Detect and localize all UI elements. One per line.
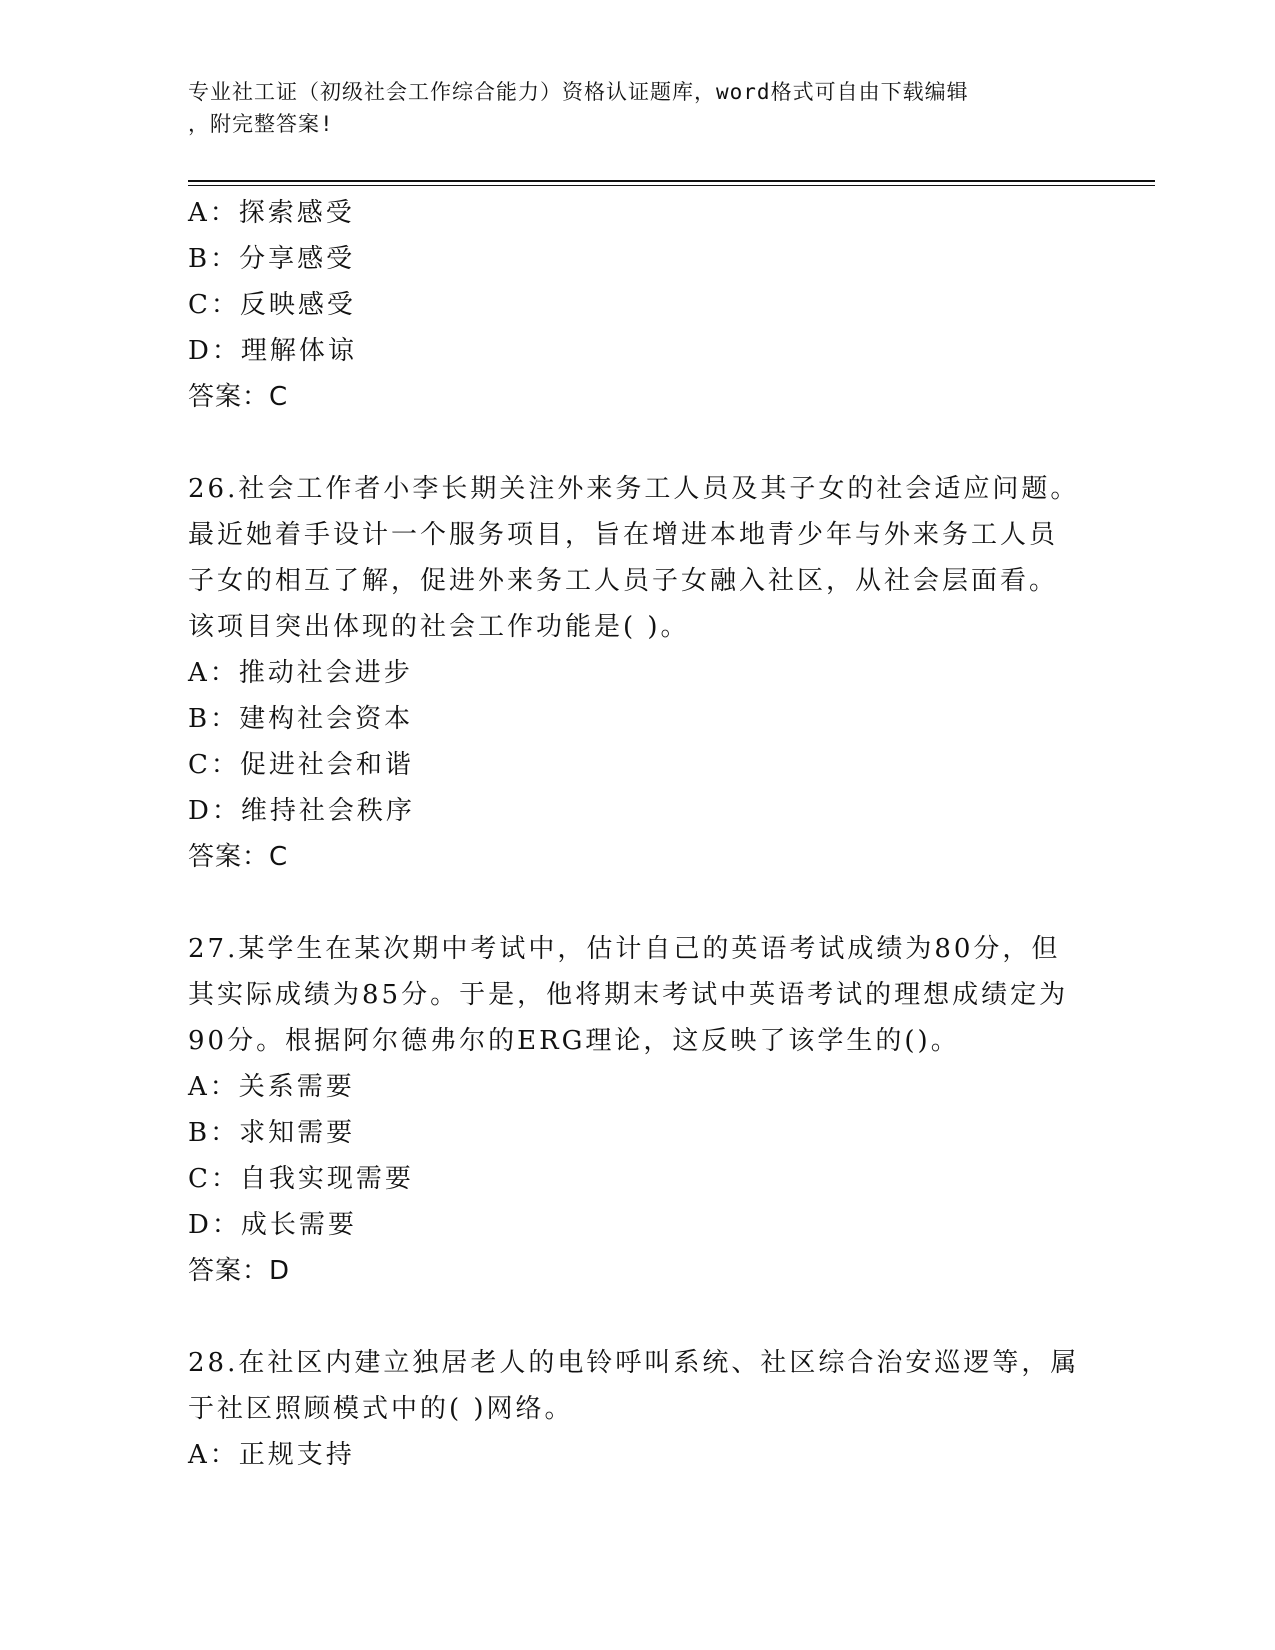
question-list [188,190,1088,1478]
answer-line: 答案：C [188,842,289,872]
question-spacer [188,880,1088,926]
option-a: A：探索感受 [188,198,355,228]
option-c: C：反映感受 [188,290,356,320]
answer-line: 答案：D [188,1256,291,1286]
option-d: D：维持社会秩序 [188,796,415,826]
header-divider-thick [188,180,1155,182]
option-d: D：理解体谅 [188,336,357,366]
option-b: B：建构社会资本 [188,704,414,734]
question-stem-line: 其实际成绩为85分。于是，他将期末考试中英语考试的理想成绩定为 [188,980,1069,1010]
option-a: A：推动社会进步 [188,658,413,688]
header-divider-thin [188,185,1155,186]
question-stem-line: 27.某学生在某次期中考试中，估计自己的英语考试成绩为80分，但 [188,934,1061,964]
answer-line: 答案：C [188,382,289,412]
question-spacer [188,420,1088,466]
question-stem-line: 26.社会工作者小李长期关注外来务工人员及其子女的社会适应问题。 [188,474,1080,504]
option-a: A：关系需要 [188,1072,355,1102]
option-b: B：分享感受 [188,244,356,274]
question-stem-line: 子女的相互了解，促进外来务工人员子女融入社区，从社会层面看。 [188,566,1059,596]
question-26 [188,466,1088,880]
question-stem-line: 90分。根据阿尔德弗尔的ERG理论，这反映了该学生的()。 [188,1026,960,1056]
header-line-1: 专业社工证（初级社会工作综合能力）资格认证题库，word格式可自由下载编辑 [188,80,969,104]
option-c: C：自我实现需要 [188,1164,414,1194]
question-25-continued [188,190,1088,420]
question-stem-line: 28.在社区内建立独居老人的电铃呼叫系统、社区综合治安巡逻等，属 [188,1348,1080,1378]
question-28 [188,1340,1088,1478]
question-stem-line: 于社区照顾模式中的( )网络。 [188,1394,574,1424]
option-d: D：成长需要 [188,1210,357,1240]
document-header [188,76,1068,140]
question-stem-line: 最近她着手设计一个服务项目，旨在增进本地青少年与外来务工人员 [188,520,1059,550]
question-spacer [188,1294,1088,1340]
option-c: C：促进社会和谐 [188,750,414,780]
header-line-2: ，附完整答案! [188,112,334,136]
question-27 [188,926,1088,1294]
question-stem-line: 该项目突出体现的社会工作功能是( )。 [188,612,690,642]
option-a: A：正规支持 [188,1440,355,1470]
option-b: B：求知需要 [188,1118,356,1148]
